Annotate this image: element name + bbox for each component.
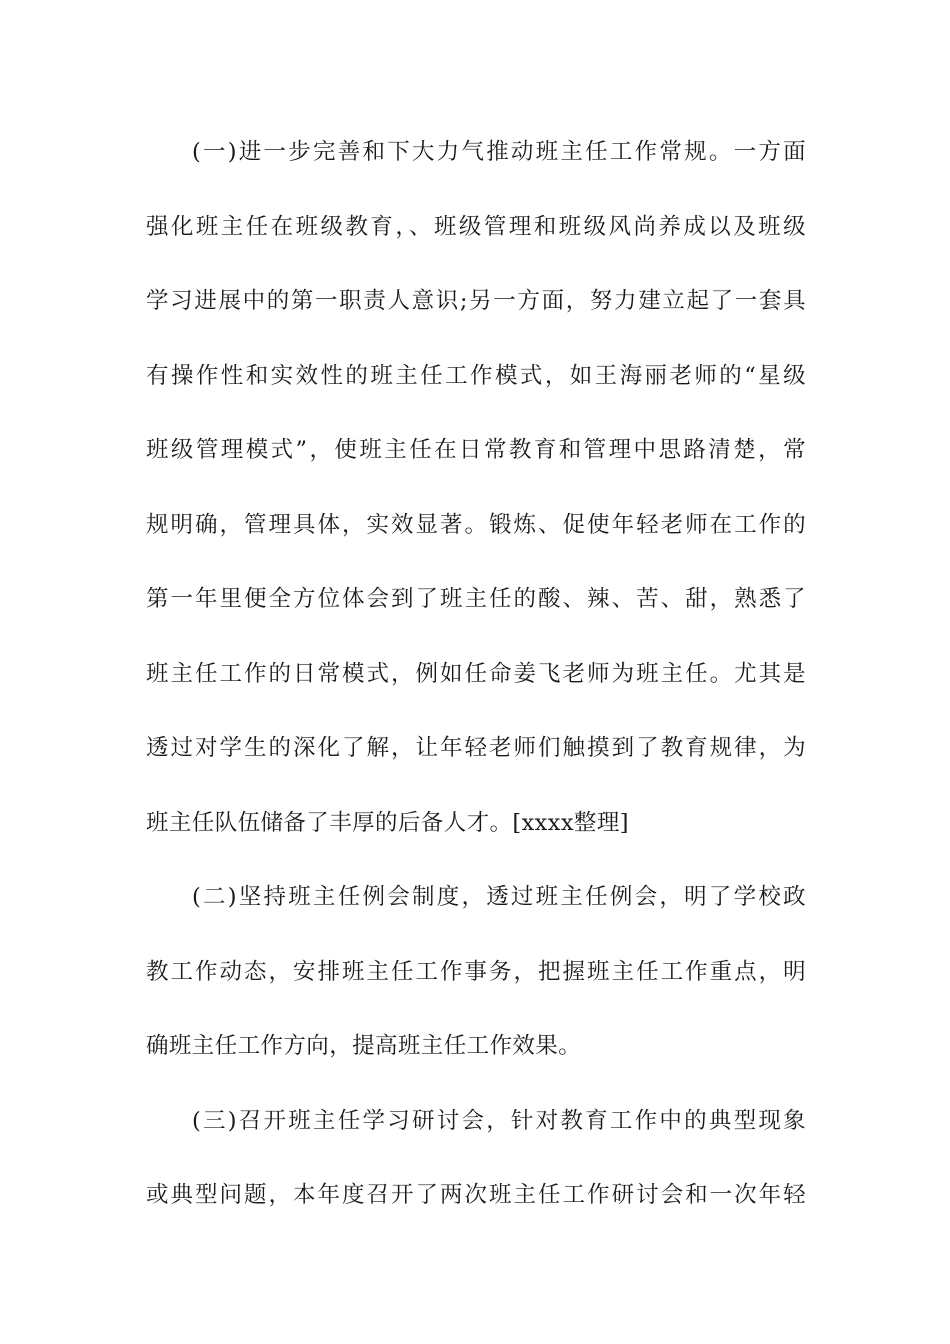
text-line: 班主任队伍储备了丰厚的后备人才。[xxxx整理] [146,809,629,836]
text-line: 规明确，管理具体，实效显著。锻炼、促使年轻老师在工作的 [146,511,806,538]
paragraph-2 [146,871,806,1095]
text-line: (一)进一步完善和下大力气推动班主任工作常规。一方面 [192,139,806,165]
document-body [146,126,806,1244]
text-line: 教工作动态，安排班主任工作事务，把握班主任工作重点，明 [146,958,806,985]
paragraph-3 [146,1095,806,1244]
text-line: 透过对学生的深化了解，让年轻老师们触摸到了教育规律，为 [146,735,806,761]
text-line: (三)召开班主任学习研讨会，针对教育工作中的典型现象 [192,1107,806,1134]
text-line: 强化班主任在班级教育，、班级管理和班级风尚养成以及班级 [146,213,806,240]
text-line: 班主任工作的日常模式，例如任命姜飞老师为班主任。尤其是 [146,660,806,687]
text-line: 第一年里便全方位体会到了班主任的酸、辣、苦、甜，熟悉了 [146,586,806,612]
text-line: 有操作性和实效性的班主任工作模式，如王海丽老师的“星级 [146,362,806,389]
text-line: 或典型问题，本年度召开了两次班主任工作研讨会和一次年轻 [146,1182,806,1208]
paragraph-1 [146,126,806,871]
text-line: 学习进展中的第一职责人意识;另一方面，努力建立起了一套具 [146,288,806,314]
text-line: 班级管理模式”，使班主任在日常教育和管理中思路清楚，常 [146,437,806,463]
text-line: 确班主任工作方向，提高班主任工作效果。 [146,1033,582,1059]
text-line: (二)坚持班主任例会制度，透过班主任例会，明了学校政 [192,884,806,910]
